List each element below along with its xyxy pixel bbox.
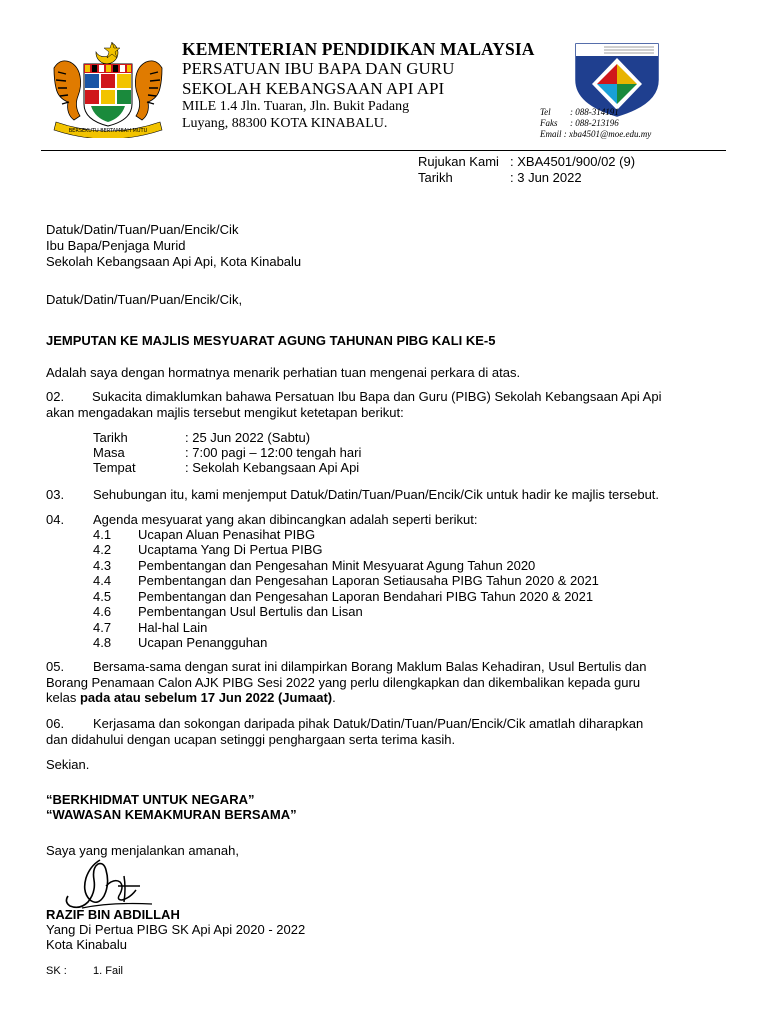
school-name: SEKOLAH KEBANGSAAN API API [182, 79, 445, 98]
contact-tel: Tel : 088-314191 [540, 107, 619, 117]
agenda-item: 4.5 Pembentangan dan Pengesahan Laporan Bendahari PIBG Tahun 2020 & 2021 [93, 589, 594, 604]
date-line: Tarikh : 3 Jun 2022 [418, 170, 582, 185]
sign-off: Saya yang menjalankan amanah, [46, 843, 239, 858]
detail-row: Masa : 7:00 pagi – 12:00 tengah hari [93, 445, 362, 460]
agenda-item: 4.1 Ucapan Aluan Penasihat PIBG [93, 527, 316, 542]
recipient-line-3: Sekolah Kebangsaan Api Api, Kota Kinabalu [46, 254, 302, 269]
recipient-line-2: Ibu Bapa/Penjaga Murid [46, 238, 186, 253]
agenda-item: 4.8 Ucapan Penangguhan [93, 635, 268, 650]
signatory-name: RAZIF BIN ABDILLAH [46, 907, 180, 922]
signatory-place: Kota Kinabalu [46, 937, 127, 952]
letterhead [0, 0, 768, 150]
letter-subject: JEMPUTAN KE MAJLIS MESYUARAT AGUNG TAHUNAN PIBG KALI KE-5 [46, 333, 496, 348]
paragraph-03: 03. Sehubungan itu, kami menjemput Datuk/Datin/Tuan/Puan/Encik/Cik untuk hadir ke majlis tersebut. [46, 487, 660, 502]
header-divider [41, 150, 726, 151]
address-line-1: MILE 1.4 Jln. Tuaran, Jln. Bukit Padang [182, 99, 410, 114]
closing: Sekian. [46, 757, 90, 772]
agenda-item: 4.6 Pembentangan Usul Bertulis dan Lisan [93, 604, 363, 619]
cc-list: SK : 1. Fail [46, 965, 123, 977]
motto-1: “BERKHIDMAT UNTUK NEGARA” [46, 792, 255, 807]
reference-line: Rujukan Kami : XBA4501/900/02 (9) [418, 154, 636, 169]
contact-email: Email : xba4501@moe.edu.my [540, 129, 652, 139]
paragraph-02: 02. Sukacita dimaklumkan bahawa Persatuan Ibu Bapa dan Guru (PIBG) Sekolah Kebangsaan Api Api akan mengadakan majlis tersebut mengikut ketetapan berikut: [46, 389, 662, 420]
detail-row: Tarikh : 25 Jun 2022 (Sabtu) [93, 430, 311, 445]
address-line-2: Luyang, 88300 KOTA KINABALU. [182, 116, 388, 131]
opening-paragraph: Adalah saya dengan hormatnya menarik perhatian tuan mengenai perkara di atas. [46, 365, 521, 380]
salutation: Datuk/Datin/Tuan/Puan/Encik/Cik, [46, 292, 243, 307]
detail-row: Tempat : Sekolah Kebangsaan Api Api [93, 460, 360, 475]
agenda-item: 4.3 Pembentangan dan Pengesahan Minit Mesyuarat Agung Tahun 2020 [93, 558, 536, 573]
agenda-item: 4.7 Hal-hal Lain [93, 620, 208, 635]
signatory-title: Yang Di Pertua PIBG SK Api Api 2020 - 2022 [46, 922, 306, 937]
ministry-name: KEMENTERIAN PENDIDIKAN MALAYSIA [182, 39, 535, 59]
svg-text:BERSEKUTU BERTAMBAH MUTU: BERSEKUTU BERTAMBAH MUTU [68, 128, 148, 134]
agenda-item: 4.2 Ucaptama Yang Di Pertua PIBG [93, 542, 323, 557]
association-name: PERSATUAN IBU BAPA DAN GURU [182, 59, 455, 78]
malaysia-coat-of-arms-icon [46, 38, 170, 138]
contact-faks: Faks : 088-213196 [540, 118, 619, 128]
agenda-item: 4.4 Pembentangan dan Pengesahan Laporan Setiausaha PIBG Tahun 2020 & 2021 [93, 573, 599, 588]
paragraph-06: 06. Kerjasama dan sokongan daripada pihak Datuk/Datin/Tuan/Puan/Encik/Cik amatlah diharapkan dan didahului dengan ucapan setinggi penghargaan serta terima kasih. [46, 716, 644, 747]
paragraph-04: 04. Agenda mesyuarat yang akan dibincangkan adalah seperti berikut: [46, 512, 478, 527]
motto-2: “WAWASAN KEMAKMURAN BERSAMA” [46, 807, 297, 822]
paragraph-05: 05. Bersama-sama dengan surat ini dilampirkan Borang Maklum Balas Kehadiran, Usul Bertulis dan Borang Penamaan Calon AJK PIBG Sesi 2022 yang perlu dilengkapkan dan dikembalikan kepada guru kelas pada atau sebelum 17 Jun 2022 (Jumaat). [46, 659, 647, 705]
recipient-line-1: Datuk/Datin/Tuan/Puan/Encik/Cik [46, 222, 239, 237]
